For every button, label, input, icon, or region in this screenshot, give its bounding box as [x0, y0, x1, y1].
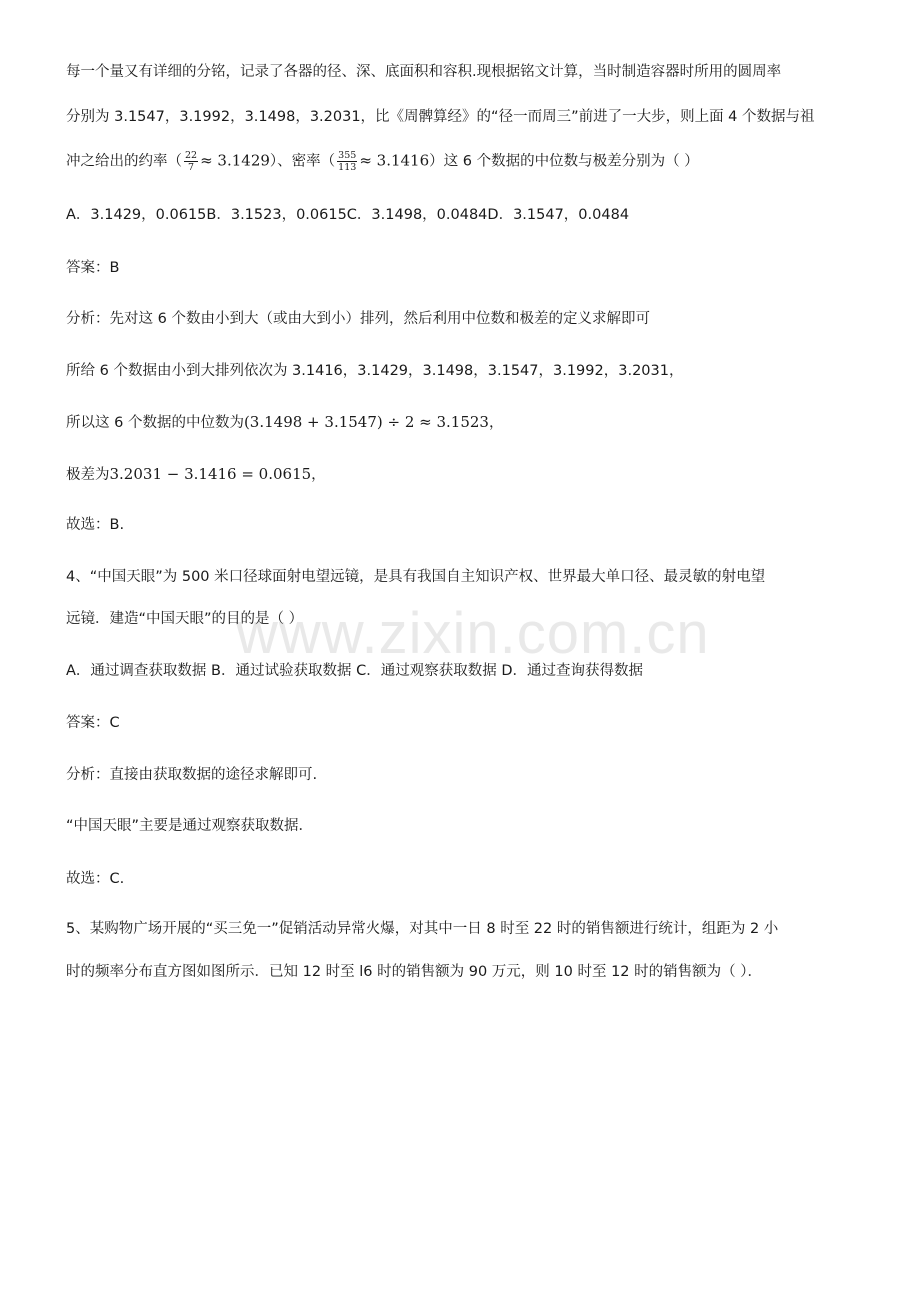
yuelv-value: ≈ 3.1429: [200, 151, 270, 170]
q4-analysis: 分析：直接由获取数据的途径求解即可.: [66, 767, 318, 783]
q4-answer: 答案：C: [66, 715, 120, 731]
q3-text-line-2: 分别为 3.1547，3.1992，3.1498，3.2031，比《周髀算经》的“径一而周三”前进了一大步，则上面 4 个数据与祖: [66, 109, 815, 125]
q4-text-line-1: 4、“中国天眼”为 500 米口径球面射电望远镜，是具有我国自主知识产权、世界最大单口径、最灵敏的射电望: [66, 569, 766, 585]
milv-numerator: 355: [338, 150, 357, 161]
yuelv-denominator: 7: [188, 162, 195, 173]
milv-denominator: 113: [338, 162, 357, 173]
q3-options: A．3.1429，0.0615B．3.1523，0.0615C．3.1498，0.0484D．3.1547，0.0484: [66, 207, 630, 223]
q3-line3-part-a: 冲之给出的约率（: [66, 153, 182, 170]
range-end: ，: [311, 467, 326, 483]
yuelv-fraction: [184, 150, 198, 173]
q5-text-line-2: 时的频率分布直方图如图所示．已知 12 时至 l6 时的销售额为 90 万元，则 10 时至 12 时的销售额为（ ）．: [66, 964, 763, 980]
median-formula: (3.1498 + 3.1547) ÷ 2 ≈ 3.1523: [243, 413, 489, 431]
q4-text-line-2: 远镜．建造“中国天眼”的目的是（ ）: [66, 611, 304, 627]
range-formula: 3.2031 − 3.1416 = 0.0615: [109, 465, 312, 483]
q3-line3-part-b: ）、密率（: [269, 153, 336, 170]
q3-range: [66, 464, 326, 485]
milv-fraction: [337, 150, 357, 173]
range-label: 极差为: [66, 467, 110, 483]
q3-line3-part-c: ）这 6 个数据的中位数与极差分别为（ ）: [429, 153, 699, 170]
q3-median: [66, 412, 503, 433]
q5-text-line-1: 5、某购物广场开展的“买三免一”促销活动异常火爆，对其中一日 8 时至 22 时的销售额进行统计，组距为 2 小: [66, 921, 779, 937]
q3-analysis: 分析：先对这 6 个数由小到大（或由大到小）排列，然后利用中位数和极差的定义求解即可: [66, 311, 650, 327]
q3-text-line-1: 每一个量又有详细的分铭，记录了各器的径、深、底面积和容积.现根据铭文计算，当时制造容器时所用的圆周率: [66, 64, 782, 80]
median-end: ，: [488, 415, 504, 431]
q3-text-line-3: [66, 150, 699, 173]
yuelv-numerator: 22: [185, 150, 198, 161]
q3-answer: 答案：B: [66, 260, 120, 276]
median-label: 所以这 6 个数据的中位数为: [66, 415, 244, 431]
watermark: www.zixin.com.cn: [236, 601, 710, 666]
q3-choose: 故选：B.: [66, 517, 125, 533]
q4-choose: 故选：C.: [66, 871, 125, 887]
q4-explain: “中国天眼”主要是通过观察获取数据．: [66, 818, 314, 834]
q3-sorted-data: 所给 6 个数据由小到大排列依次为 3.1416，3.1429，3.1498，3.1547，3.1992，3.2031，: [66, 363, 684, 379]
milv-value: ≈ 3.1416: [359, 151, 430, 170]
q4-options: A．通过调查获取数据 B．通过试验获取数据 C．通过观察获取数据 D．通过查询获得数据: [66, 663, 643, 679]
